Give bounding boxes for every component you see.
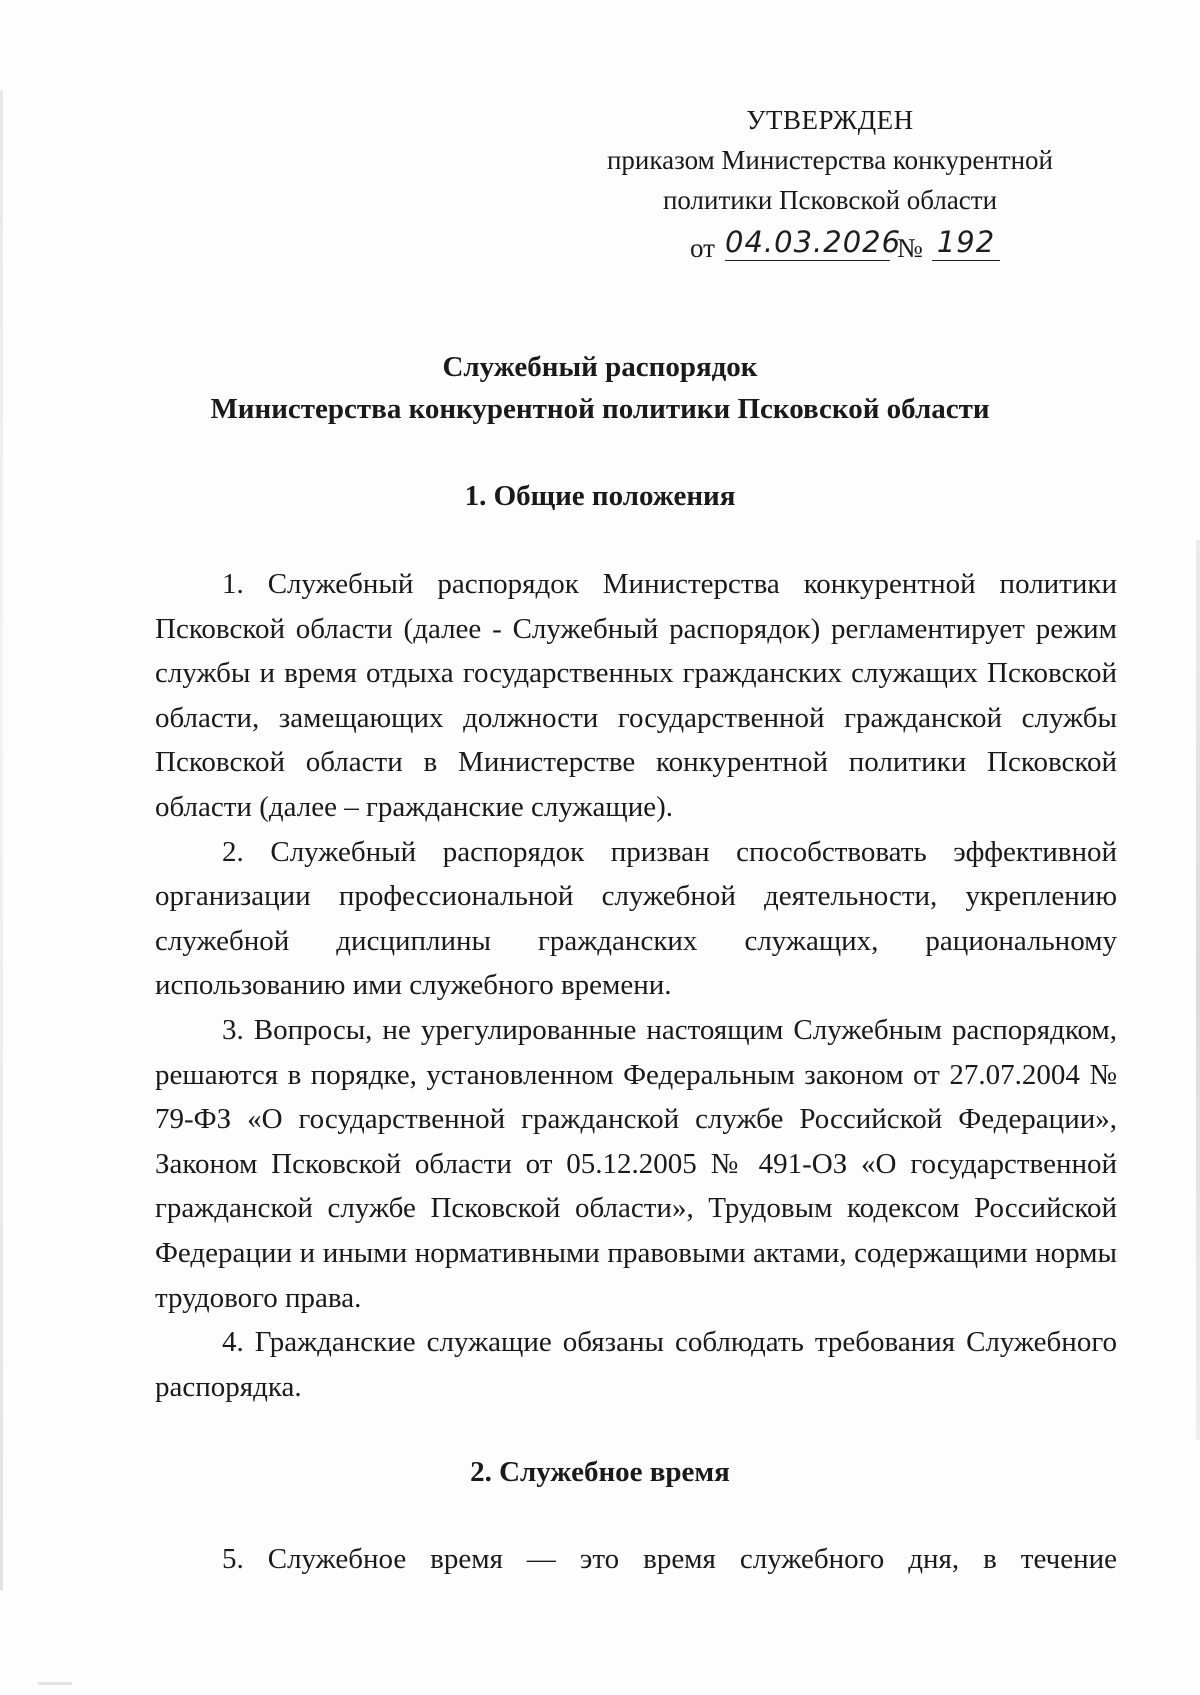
date-prefix: от: [690, 233, 715, 263]
section-heading-service-time: 2. Служебное время: [470, 1456, 730, 1488]
document-title-line-2: Министерства конкурентной политики Псковской области: [210, 393, 990, 425]
number-sign: №: [897, 233, 923, 263]
section-general-body: [155, 562, 1117, 1409]
scan-edge-right: [1196, 540, 1200, 1440]
paragraph-3: 3. Вопросы, не урегулированные настоящим Служебным распорядком, решаются в порядке, установленном Федеральным законом от 27.07.2004 № 79-ФЗ «О государственной гражданской службе Российской Федерации», Законом Псковской области от 05.12.2005 № 491-ОЗ «О государственной гражданской службе Псковской области», Трудовым кодексом Российской Федерации и иными нормативными правовыми актами, содержащими нормы трудового права.: [155, 1013, 1117, 1314]
paragraph-1: 1. Служебный распорядок Министерства конкурентной политики Псковской области (далее - Служебный распорядок) регламентирует режим службы и время отдыха государственных гражданских служащих Псковской области, замещающих должности государственной гражданской службы Псковской области в Министерстве конкурентной политики Псковской области (далее – гражданские служащие).: [155, 568, 1117, 823]
section-heading-general: 1. Общие положения: [464, 480, 736, 512]
approval-date-number-line: [560, 222, 1100, 266]
document-title-line-1: Служебный распорядок: [442, 351, 758, 383]
scan-edge-left: [0, 90, 3, 1590]
handwritten-date: 04.03.2026: [725, 222, 890, 261]
document-title: [0, 346, 1200, 430]
paragraph-2: 2. Служебный распорядок призван способствовать эффективной организации профессиональной служебной деятельности, укреплению служебной дисциплины гражданских служащих, рациональному использованию ими служебного времени.: [155, 835, 1117, 1002]
approval-title: УТВЕРЖДЕН: [746, 105, 914, 135]
paragraph-4: 4. Гражданские служащие обязаны соблюдать требования Служебного распорядка.: [155, 1326, 1117, 1403]
paragraph-5: 5. Служебное время — это время служебного дня, в течение: [222, 1543, 1117, 1575]
approval-block: [560, 100, 1100, 266]
approval-order-line-2: политики Псковской области: [662, 185, 998, 215]
handwritten-order-number: 192: [932, 222, 1000, 261]
section-service-time-body: [155, 1537, 1117, 1582]
approval-order-line-1: приказом Министерства конкурентной: [606, 145, 1053, 175]
scan-corner-mark: [38, 1682, 72, 1695]
